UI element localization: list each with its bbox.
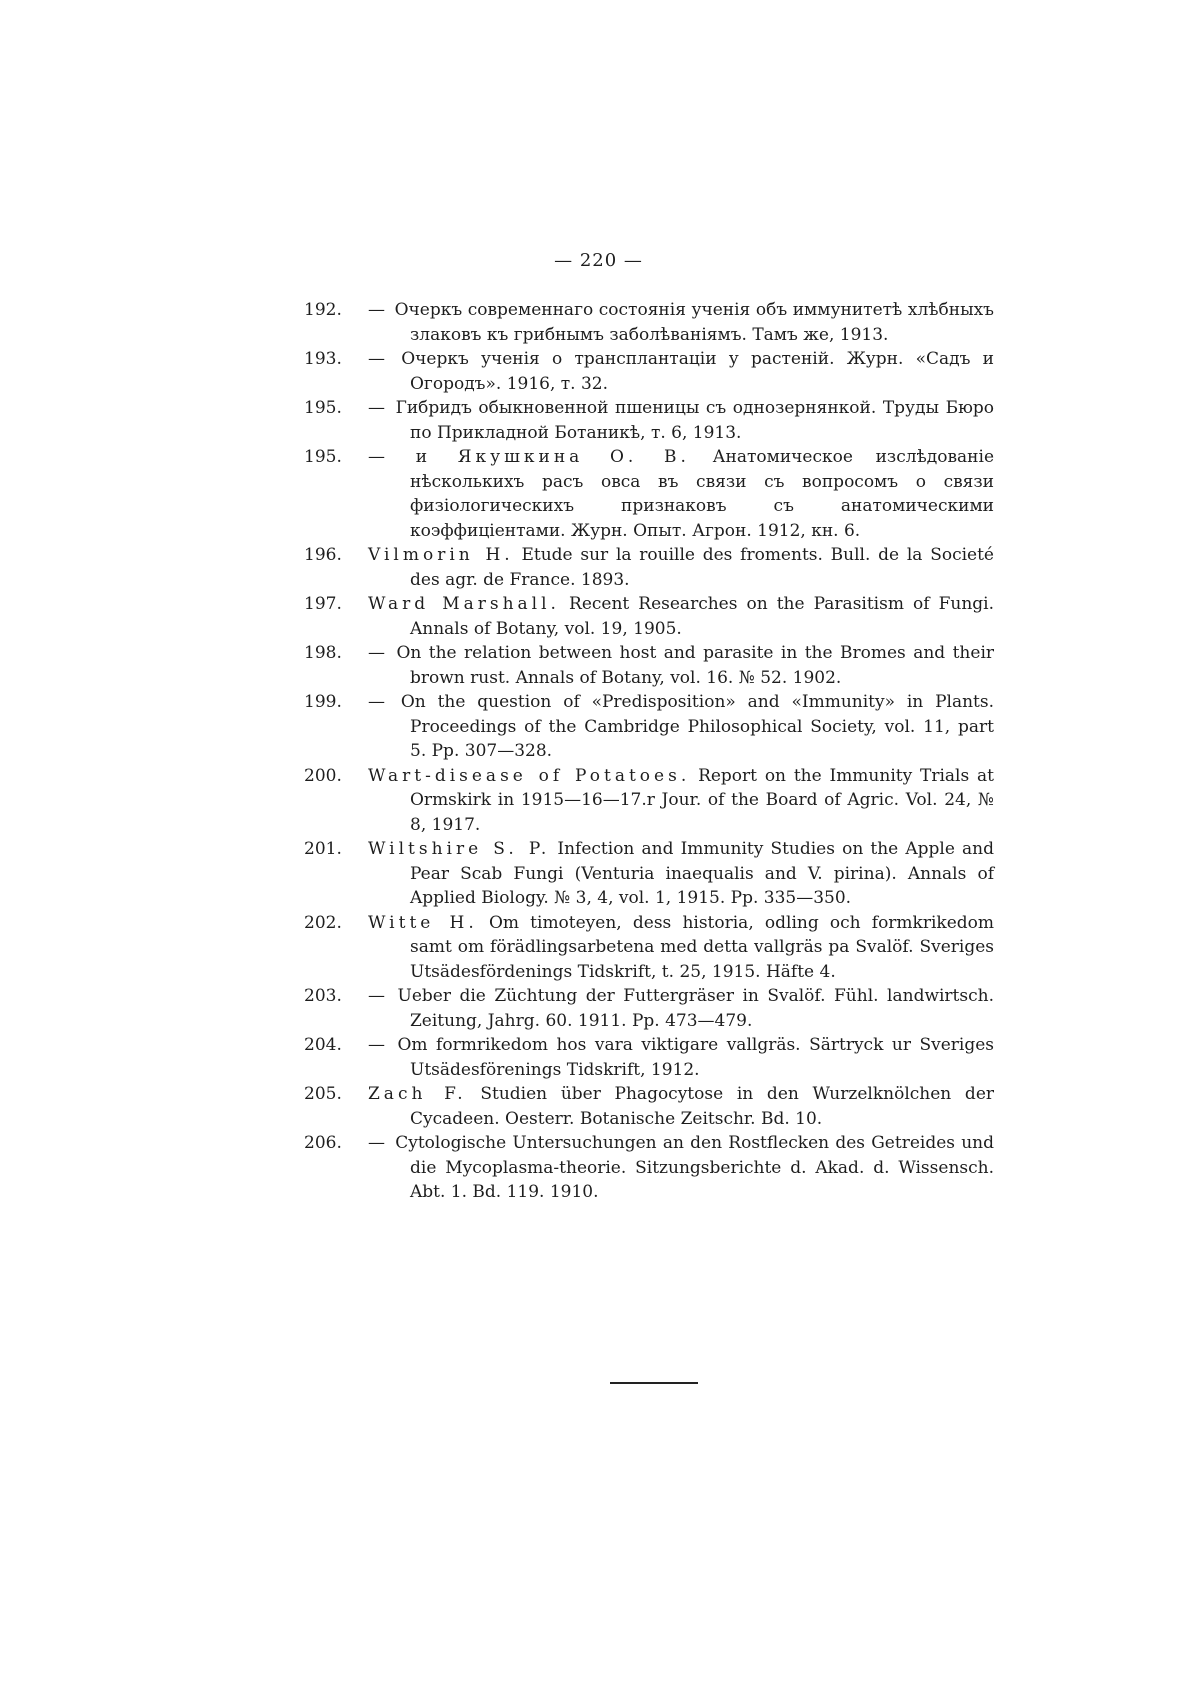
reference-author: Vilmorin H. <box>368 545 514 565</box>
reference-author: — <box>368 300 389 320</box>
reference-number: 195. <box>304 447 342 467</box>
reference-author: Ward Marshall. <box>368 594 560 614</box>
reference-item <box>304 837 994 911</box>
reference-text: Очеркъ современнаго состоянія ученія объ иммунитетѣ хлѣбныхъ злаковъ къ грибнымъ заболѣваніямъ. Тамъ же, 1913. <box>394 300 994 345</box>
reference-number: 195. <box>304 398 342 418</box>
reference-item <box>304 641 994 690</box>
reference-item <box>304 764 994 838</box>
reference-number: 200. <box>304 765 342 786</box>
reference-author: — <box>368 986 389 1006</box>
reference-item <box>304 690 994 764</box>
reference-item <box>304 1033 994 1082</box>
reference-item <box>304 396 994 445</box>
closing-rule <box>610 1382 698 1384</box>
reference-text: Om formrikedom hos vara viktigare vallgräs. Särtryck ur Sveriges Utsädesförenings Tidskrift, 1912. <box>397 1035 994 1080</box>
reference-number: 197. <box>304 594 342 614</box>
reference-author: — <box>368 349 389 369</box>
reference-author: — <box>368 643 389 663</box>
reference-author: — <box>368 1133 389 1153</box>
reference-item <box>304 445 994 543</box>
reference-text: On the relation between host and parasite in the Bromes and their brown rust. Annals of Botany, vol. 16. № 52. 1902. <box>396 643 995 688</box>
reference-item <box>304 1131 994 1205</box>
reference-list <box>304 298 994 1205</box>
reference-text: Infection and Immunity Studies on the Apple and Pear Scab Fungi (Venturia inaequalis and V. pirina). Annals of Applied Biology. № 3, 4, vol. 1, 1915. Pp. 335—350. <box>410 839 994 908</box>
reference-text: Анатомическое изслѣдованіе нѣсколькихъ расъ овса въ связи съ вопросомъ о связи физіологическихъ признаковъ съ анатомическими коэффиціентами. Журн. Опыт. Агрон. 1912, кн. 6. <box>410 447 995 541</box>
reference-number: 204. <box>304 1035 342 1055</box>
reference-number: 201. <box>304 839 342 859</box>
reference-author: — <box>368 398 389 418</box>
reference-text: Recent Researches on the Parasitism of Fungi. Annals of Botany, vol. 19, 1905. <box>410 594 995 639</box>
reference-text: Studien über Phagocytose in den Wurzelknölchen der Cycadeen. Oesterr. Botanische Zeitschr. Bd. 10. <box>410 1084 995 1129</box>
reference-number: 205. <box>304 1084 342 1104</box>
reference-author: — и Якушкина О. В. <box>368 447 690 467</box>
reference-number: 196. <box>304 545 342 565</box>
reference-author: — <box>368 1035 389 1055</box>
reference-author: Zach F. <box>368 1084 467 1104</box>
reference-number: 198. <box>304 643 342 663</box>
page-number: — 220 — <box>554 250 643 271</box>
reference-item <box>304 984 994 1033</box>
reference-author: Wart-disease of Potatoes. <box>368 765 691 786</box>
reference-author: Witte H. <box>368 912 478 933</box>
reference-text: Report on the Immunity Trials at Ormskirk in 1915—16—17.r Jour. of the Board of Agric. Vol. 24, № 8, 1917. <box>410 765 995 835</box>
reference-item <box>304 543 994 592</box>
reference-text: On the question of «Predisposition» and «Immunity» in Plants. Proceedings of the Cambridge Philosophical Society, vol. 11, part 5. Pp. 307—328. <box>400 692 994 761</box>
reference-item <box>304 592 994 641</box>
reference-item <box>304 911 994 985</box>
reference-item <box>304 1082 994 1131</box>
reference-author: Wiltshire S. P. <box>368 839 551 859</box>
reference-text: Cytologische Untersuchungen an den Rostflecken des Getreides und die Mycoplasma-theorie. Sitzungsberichte d. Akad. d. Wissensch. Abt. 1. Bd. 119. 1910. <box>395 1133 995 1202</box>
reference-number: 203. <box>304 986 342 1006</box>
reference-text: Очеркъ ученія о трансплантаціи у растеній. Журн. «Садъ и Огородъ». 1916, т. 32. <box>401 349 994 394</box>
reference-number: 206. <box>304 1133 342 1153</box>
reference-number: 193. <box>304 349 342 369</box>
reference-number: 199. <box>304 692 342 712</box>
reference-item <box>304 298 994 347</box>
reference-text: Ueber die Züchtung der Futtergräser in Svalöf. Fühl. landwirtsch. Zeitung, Jahrg. 60. 1911. Pp. 473—479. <box>397 986 994 1031</box>
reference-author: — <box>368 692 389 712</box>
reference-text: Etude sur la rouille des froments. Bull. de la Societé des agr. de France. 1893. <box>410 545 994 590</box>
reference-number: 202. <box>304 912 342 933</box>
reference-text: Om timoteyen, dess historia, odling och formkrikedom samt om förädlingsarbetena med detta vallgräs pa Svalöf. Sveriges Utsädesfördenings Tidskrift, t. 25, 1915. Häfte 4. <box>410 912 995 982</box>
reference-item <box>304 347 994 396</box>
reference-number: 192. <box>304 300 342 320</box>
reference-text: Гибридъ обыкновенной пшеницы съ однозернянкой. Труды Бюро по Прикладной Ботаникѣ, т. 6, 1913. <box>395 398 994 443</box>
